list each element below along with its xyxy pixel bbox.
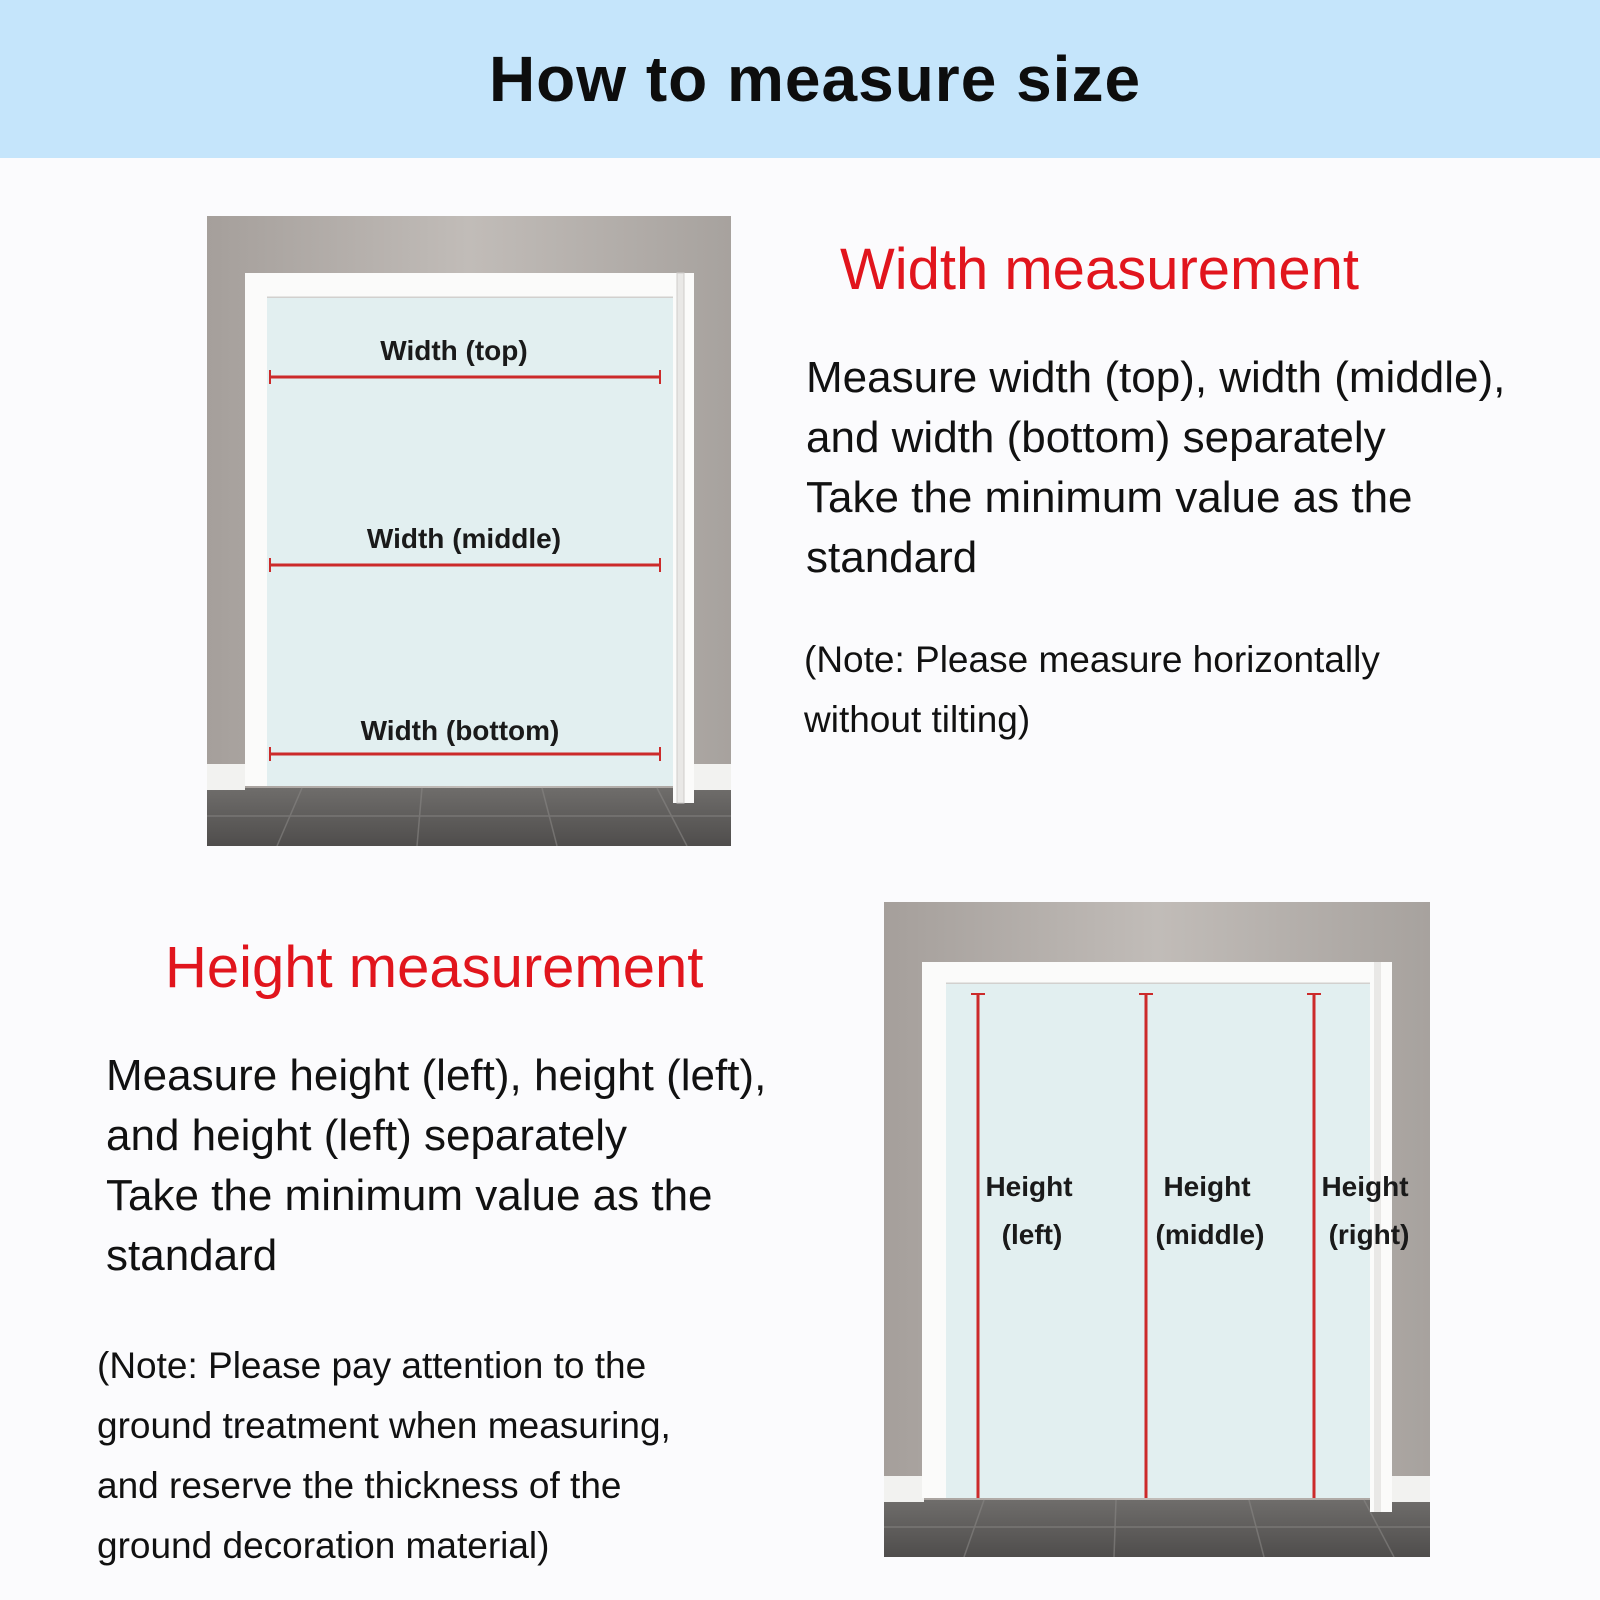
height-instructions (106, 1046, 766, 1286)
height-instruction-line: Take the minimum value as the (106, 1171, 713, 1220)
height-note-line: (Note: Please pay attention to the (97, 1345, 647, 1386)
width-instruction-line: Take the minimum value as the (806, 473, 1413, 522)
label-height-left-2: (left) (1001, 1219, 1063, 1250)
height-diagram-illustration (884, 902, 1430, 1557)
height-note (97, 1336, 671, 1576)
width-instruction-line: and width (bottom) separately (806, 413, 1386, 462)
label-height-left-1: Height (985, 1171, 1073, 1202)
baseboard-left (884, 1476, 924, 1502)
height-diagram (884, 902, 1430, 1557)
height-instruction-line: standard (106, 1231, 278, 1280)
page-title: How to measure size (488, 43, 1142, 115)
height-note-line: and reserve the thickness of the (97, 1465, 622, 1506)
width-note-line: without tilting) (804, 699, 1031, 740)
width-instruction-line: standard (806, 533, 978, 582)
label-height-right-2: (right) (1328, 1219, 1410, 1250)
width-note-line: (Note: Please measure horizontally (804, 639, 1380, 680)
height-note-line: ground treatment when measuring, (97, 1405, 671, 1446)
label-width-bottom: Width (bottom) (360, 715, 560, 746)
label-height-middle-1: Height (1163, 1171, 1251, 1202)
height-instruction-line: and height (left) separately (106, 1111, 627, 1160)
header-banner (0, 0, 1600, 158)
label-width-top: Width (top) (380, 335, 528, 366)
baseboard-right (1390, 1476, 1430, 1502)
baseboard-right (693, 764, 731, 790)
width-section-title: Width measurement (840, 237, 1359, 302)
width-instructions (806, 348, 1505, 588)
label-height-middle-2: (middle) (1155, 1219, 1265, 1250)
floor (207, 788, 731, 846)
width-diagram (207, 216, 731, 846)
label-height-right-1: Height (1321, 1171, 1409, 1202)
label-width-middle: Width (middle) (366, 523, 562, 554)
height-section-title: Height measurement (165, 935, 704, 1000)
width-note (804, 630, 1380, 750)
width-diagram-illustration (207, 216, 731, 846)
baseboard-left (207, 764, 245, 790)
height-note-line: ground decoration material) (97, 1525, 550, 1566)
height-instruction-line: Measure height (left), height (left), (106, 1051, 767, 1100)
floor (884, 1500, 1430, 1557)
width-instruction-line: Measure width (top), width (middle), (806, 353, 1506, 402)
